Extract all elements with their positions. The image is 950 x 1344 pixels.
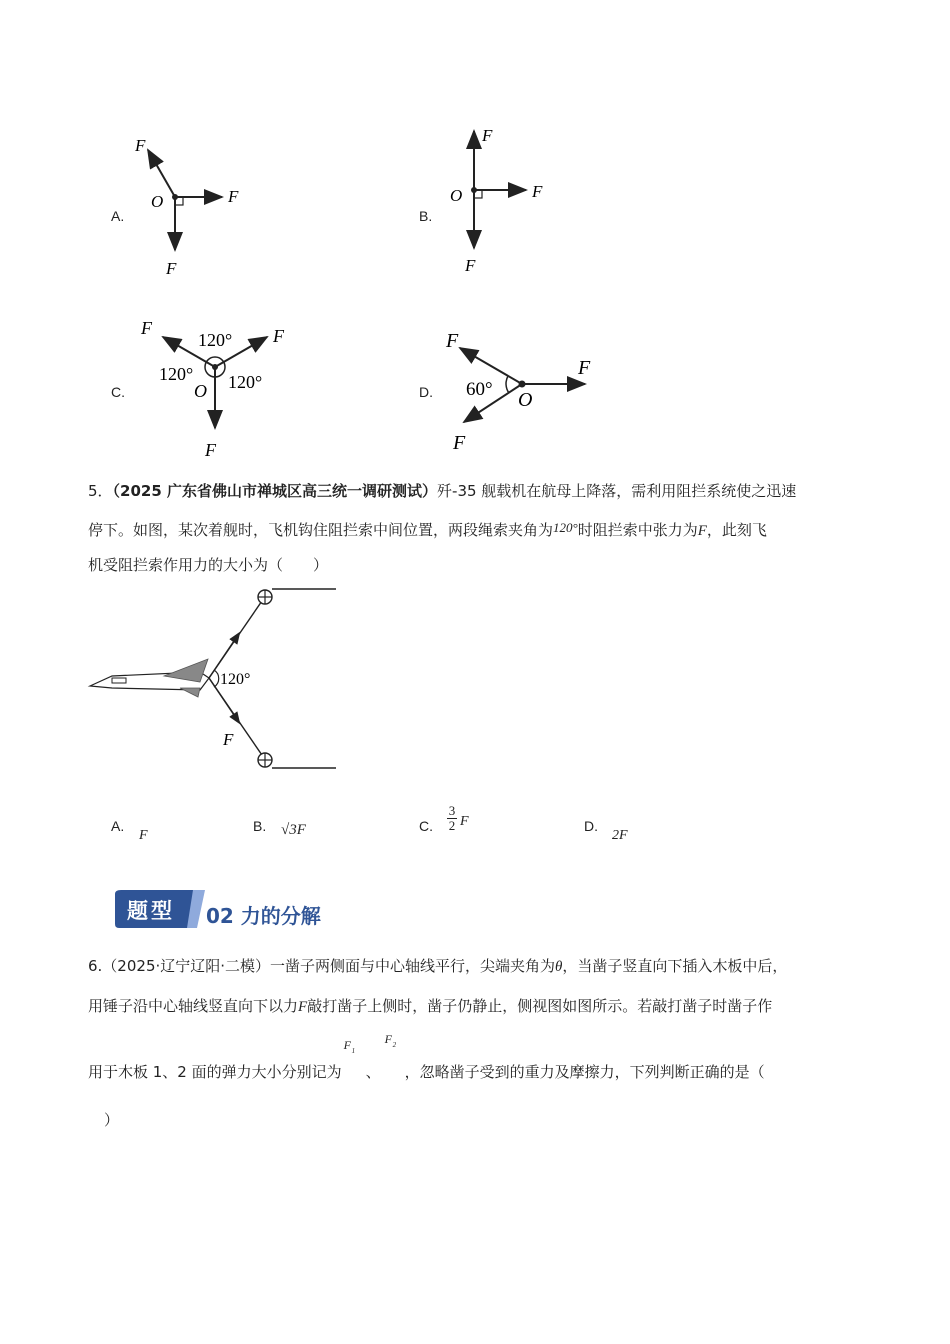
option-b-label[interactable]: B. <box>419 208 433 224</box>
force-label: F <box>205 440 216 460</box>
option-c-label[interactable]: C. <box>111 384 125 400</box>
q6-line-1: 6.（2025·辽宁辽阳·二模）一凿子两侧面与中心轴线平行，尖端夹角为θ，当凿子竖直向下插入木板中后， <box>88 957 788 975</box>
origin-label: O <box>151 192 164 211</box>
force-label: F <box>166 259 177 278</box>
force-label: F <box>135 136 146 155</box>
force-label: F <box>532 182 543 201</box>
force-label: F <box>228 187 239 206</box>
badge-text: 题型 <box>127 899 175 923</box>
force-label: F <box>465 256 476 275</box>
force-label: F <box>223 730 234 749</box>
origin-label: O <box>450 186 463 205</box>
angle-label: 120° <box>228 372 263 392</box>
force-label: F <box>578 357 591 379</box>
q6-line-4: ） <box>104 1111 120 1129</box>
force-label: F <box>446 330 459 352</box>
option-a-label[interactable]: A. <box>111 208 125 224</box>
force-label: F <box>141 318 152 338</box>
question-source: （2025 广东省佛山市禅城区高三统一调研测试） <box>112 482 438 500</box>
q5-choice-b[interactable]: B. √3F <box>253 818 306 838</box>
q4-figures <box>0 0 950 470</box>
q5-line-1: 5．（2025 广东省佛山市禅城区高三统一调研测试）歼-35 舰载机在航母上降落，需利用阻拦系统使之迅速 <box>88 482 797 500</box>
angle-label: 120° <box>198 330 233 350</box>
q6-line-3: 用于木板 1、2 面的弹力大小分别记为 F 1 、 F 2 ，忽略凿子受到的重力及摩擦力，下列判断正确的是（ <box>88 1032 765 1081</box>
angle-label: 60° <box>466 379 493 400</box>
q5-choice-d[interactable]: D. 2F <box>584 818 628 843</box>
angle-label: 120° <box>220 671 251 688</box>
option-d-label[interactable]: D. <box>419 384 433 400</box>
option-d-figure <box>445 330 591 454</box>
force-label: F <box>453 432 466 454</box>
q6-line-2: 用锤子沿中心轴线竖直向下以力F敲打凿子上侧时，凿子仍静止，侧视图如图所示。若敲打凿子时凿子作 <box>88 997 773 1015</box>
option-a-figure <box>134 136 239 278</box>
option-c-figure <box>140 318 285 460</box>
angle-label: 120° <box>159 364 194 384</box>
q5-line-2: 停下。如图，某次着舰时，飞机钩住阻拦索中间位置，两段绳索夹角为120°时阻拦索中张力为F，此刻飞 <box>88 520 767 539</box>
section-title: 02 力的分解 <box>206 904 321 928</box>
section-badge <box>113 888 205 930</box>
origin-label: O <box>194 381 207 401</box>
q5-line-3: 机受阻拦索作用力的大小为（ ） <box>88 556 329 574</box>
force-label: F <box>482 126 493 145</box>
q5-figure <box>80 582 380 777</box>
q5-choice-a[interactable]: A. F <box>111 818 148 843</box>
option-b-figure <box>450 126 543 275</box>
origin-label: O <box>518 389 533 411</box>
force-label: F <box>273 326 284 346</box>
q5-choice-c[interactable]: C. 3 2 F <box>419 803 469 834</box>
